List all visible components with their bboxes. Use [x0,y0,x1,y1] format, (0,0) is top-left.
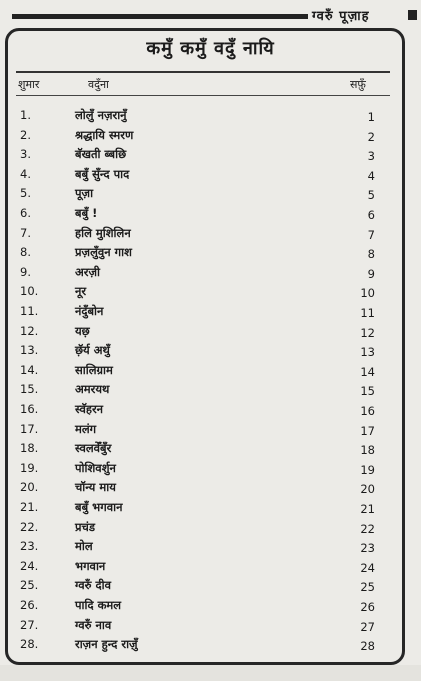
toc-row-title: यछ़ [75,323,90,338]
toc-row-title: नंदुँबोन [75,304,104,318]
toc-row-number: 8. [20,245,31,260]
toc-row [0,575,421,595]
toc-row [0,634,421,654]
toc-row-title: छ़ॅर्य अथुँ [75,343,110,358]
toc-row-page: 14 [360,364,375,379]
toc-row-title: प्रज़लुँवुन गाश [75,245,132,260]
toc-row-number: 7. [20,225,31,240]
toc-row-page: 10 [360,286,375,301]
column-header-title: वदुँना [88,78,109,91]
toc-row-page: 2 [367,129,375,144]
toc-row-title: मलंग [75,421,97,436]
toc-row [0,360,421,380]
toc-row [0,301,421,321]
toc-row [0,438,421,458]
toc-row-title: बबुँ ! [75,206,98,220]
toc-row-number: 5. [20,186,31,201]
toc-row [0,615,421,635]
toc-row-page: 12 [360,325,375,340]
toc-row [0,203,421,223]
toc-row-number: 25. [20,578,39,593]
title-rule [16,71,390,73]
header-rule [12,14,308,19]
toc-row-page: 15 [360,384,375,399]
toc-row [0,183,421,203]
toc-row-page: 28 [360,639,375,654]
toc-row-title: ग्वरुँ दीव [75,578,111,593]
toc-title: कमुँ कमुँ वदुँ नायि [146,38,275,59]
toc-row [0,595,421,615]
toc-row-page: 24 [360,560,375,575]
toc-row [0,281,421,301]
toc-row [0,321,421,341]
toc-row [0,262,421,282]
toc-row-number: 17. [20,421,39,436]
toc-row-title: पूज़ा [75,186,94,201]
toc-row-number: 21. [20,500,39,514]
toc-row-number: 6. [20,206,31,220]
toc-row-page: 22 [360,521,375,536]
toc-row-page: 6 [367,208,375,222]
toc-row-page: 1 [367,110,375,124]
toc-row [0,144,421,164]
toc-row-page: 26 [360,600,375,614]
toc-row-number: 20. [20,480,39,495]
toc-row-page: 20 [360,482,375,497]
toc-row-title: राज़न हुन्द राज़ुँ [75,637,138,652]
toc-row-number: 24. [20,558,39,573]
toc-row-page: 18 [360,443,375,458]
toc-row [0,399,421,419]
toc-row-number: 1. [20,108,31,122]
header-rule-line [16,95,390,96]
toc-row [0,379,421,399]
toc-row-title: श्रद्धायि स्मरण [75,127,134,142]
toc-row-number: 15. [20,382,39,397]
toc-row-title: प्रचंड [75,519,95,534]
toc-row-number: 19. [20,460,39,475]
toc-row-number: 3. [20,147,31,162]
toc-row-number: 13. [20,343,39,358]
toc-row-page: 11 [360,306,375,320]
toc-row-title: अमरयथ [75,382,110,397]
toc-row-page: 4 [367,168,375,183]
toc-row-number: 23. [20,539,39,554]
toc-row-page: 21 [360,502,375,516]
toc-row-number: 9. [20,264,31,279]
toc-row-number: 16. [20,402,39,416]
page-bottom-edge [0,665,421,681]
toc-row-page: 9 [367,266,375,281]
toc-row-number: 18. [20,441,39,456]
toc-row-page: 25 [360,580,375,595]
toc-row-page: 16 [360,404,375,418]
toc-row-title: पोशिवर्शुन [75,460,116,475]
toc-row-page: 8 [367,247,375,262]
toc-row-page: 23 [360,541,375,556]
column-header-page: सफ़ुँ [350,78,366,91]
toc-row-title: स्वलवेँबुँर [75,441,112,456]
toc-row-title: नूर [75,284,87,299]
toc-row-page: 5 [367,188,375,203]
toc-row [0,536,421,556]
toc-row [0,477,421,497]
toc-row-number: 10. [20,284,39,299]
toc-row-number: 27. [20,617,39,632]
toc-row-page: 7 [367,227,375,242]
toc-row-page: 19 [360,462,375,477]
toc-row [0,497,421,517]
toc-row-title: ग्वरुँ नाव [75,617,112,632]
toc-row-title: भगवान [75,558,106,573]
toc-row-number: 28. [20,637,39,652]
toc-row [0,223,421,243]
toc-row-title: बबुँ सुँन्द पाद [75,166,130,181]
toc-row [0,125,421,145]
toc-row-page: 3 [367,149,375,164]
toc-row-page: 13 [360,345,375,360]
toc-row-title: लोलुँ नज़रानुँ [75,108,127,122]
toc-row [0,242,421,262]
toc-row-title: हलि मुशिलिन [75,225,131,240]
toc-row-number: 14. [20,362,39,377]
toc-row [0,556,421,576]
toc-row-title: मोल [75,539,93,554]
toc-row [0,419,421,439]
toc-row-number: 4. [20,166,31,181]
toc-row-title: अरज़ी [75,264,101,279]
toc-row-title: स्वॅहरन [75,402,104,416]
toc-row-number: 11. [20,304,39,318]
toc-row-title: पादि कमल [75,598,122,612]
toc-row-title: चॉन्य माय [75,480,116,495]
toc-row [0,164,421,184]
header-square-mark [408,10,417,20]
toc-row [0,517,421,537]
toc-row-number: 26. [20,598,39,612]
toc-row [0,340,421,360]
toc-row-number: 22. [20,519,39,534]
toc-row-title: सालिग्राम [75,362,113,377]
toc-row [0,105,421,125]
toc-row-number: 12. [20,323,39,338]
running-header: ग्वरुँ पूज़ाह [312,9,370,24]
toc-row-page: 17 [360,423,375,438]
toc-row-number: 2. [20,127,31,142]
toc-row-title: बॅखती ब्बछि [75,147,127,162]
toc-row-page: 27 [360,619,375,634]
column-header-number: शुमार [18,78,40,91]
toc-row-title: बबुँ भगवान [75,500,123,514]
toc-row [0,458,421,478]
